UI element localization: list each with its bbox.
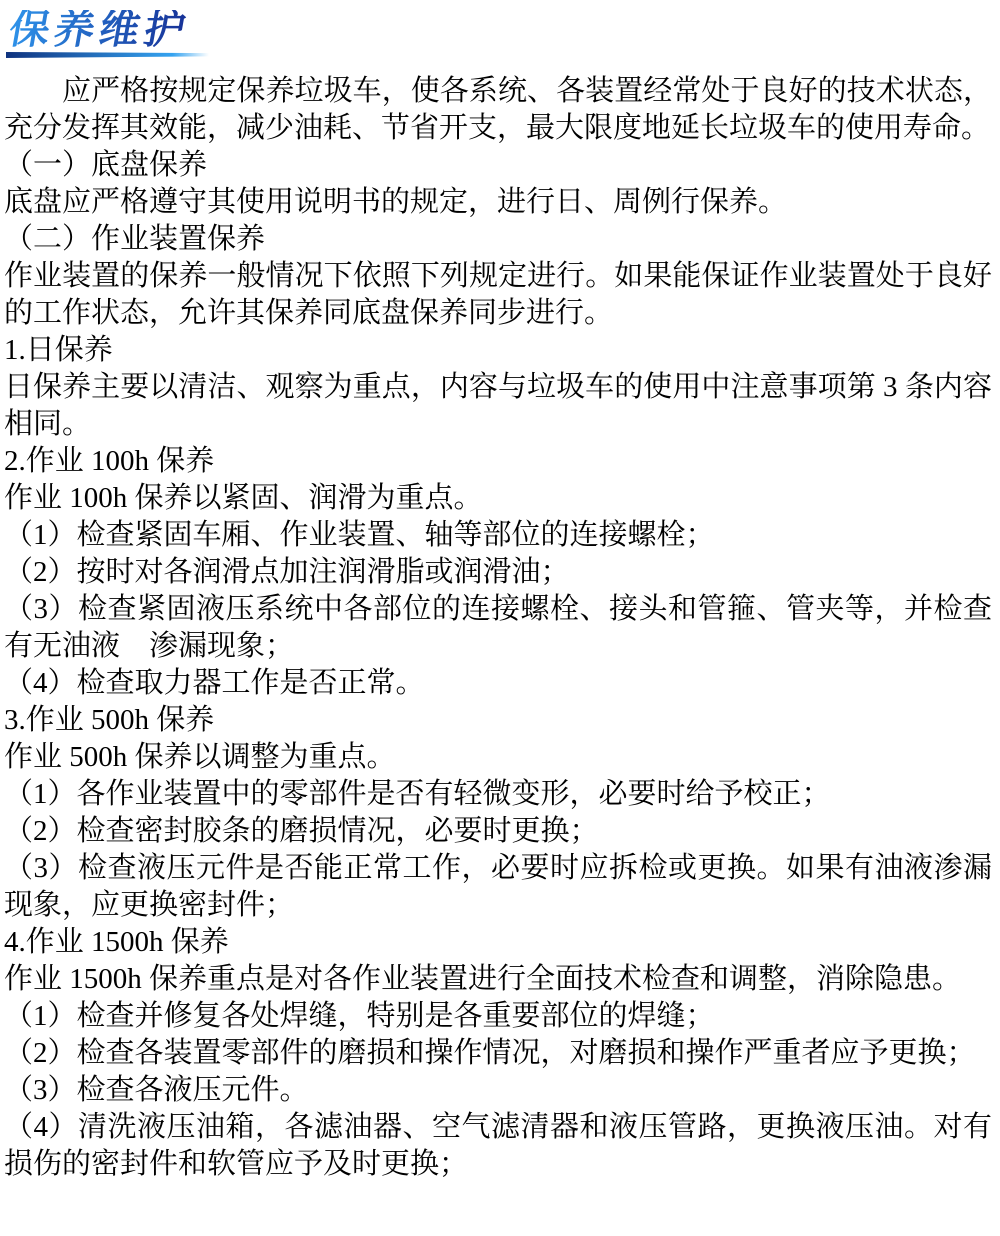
paragraph-list-item: （2）检查各装置零部件的磨损和操作情况，对磨损和操作严重者应予更换； [4,1037,976,1069]
paragraph-list-item: （1）检查紧固车厢、作业装置、轴等部位的连接螺栓； [4,519,715,551]
paragraph-list-item: （4）清洗液压油箱，各滤油器、空气滤清器和液压管路，更换液压油。对有损伤的密封件和软管应予及时更换； [4,1111,992,1180]
paragraph: 作业 1500h 保养重点是对各作业装置进行全面技术检查和调整，消除隐患。 [4,963,962,995]
paragraph-list-item: （1）各作业装置中的零部件是否有轻微变形，必要时给予校正； [4,778,831,810]
paragraph-list-item: （3）检查紧固液压系统中各部位的连接螺栓、接头和管箍、管夹等，并检查有无油液 渗漏现象； [4,593,992,662]
paragraph-list-item: （3）检查各液压元件。 [4,1074,309,1106]
paragraph-list-item: （2）按时对各润滑点加注润滑脂或润滑油； [4,556,570,588]
title-underline [6,52,209,58]
paragraph-subheading: 4.作业 1500h 保养 [4,926,229,958]
paragraph-subheading: 3.作业 500h 保养 [4,704,215,736]
page-title: 保养维护 [5,8,194,52]
paragraph-section-heading: （二）作业装置保养 [4,223,266,255]
paragraph: 底盘应严格遵守其使用说明书的规定，进行日、周例行保养。 [4,186,788,218]
paragraph-list-item: （4）检查取力器工作是否正常。 [4,667,425,699]
paragraph-section-heading: （一）底盘保养 [4,149,208,181]
paragraph: 作业装置的保养一般情况下依照下列规定进行。如果能保证作业装置处于良好的工作状态，允许其保养同底盘保养同步进行。 [4,260,992,329]
paragraph: 作业 500h 保养以调整为重点。 [4,741,396,773]
paragraph: 日保养主要以清洁、观察为重点，内容与垃圾车的使用中注意事项第 3 条内容相同。 [4,371,992,440]
paragraph-list-item: （2）检查密封胶条的磨损情况，必要时更换； [4,815,599,847]
paragraph: 作业 100h 保养以紧固、润滑为重点。 [4,482,483,514]
paragraph-subheading: 2.作业 100h 保养 [4,445,215,477]
paragraph: 应严格按规定保养垃圾车，使各系统、各装置经常处于良好的技术状态，充分发挥其效能，减少油耗、节省开支，最大限度地延长垃圾车的使用寿命。 [4,75,992,144]
paragraph-list-item: （1）检查并修复各处焊缝，特别是各重要部位的焊缝； [4,1000,715,1032]
document-body [4,73,992,1183]
header [0,0,1000,58]
paragraph-list-item: （3）检查液压元件是否能正常工作，必要时应拆检或更换。如果有油液渗漏现象，应更换密封件； [4,852,992,921]
paragraph-subheading: 1.日保养 [4,334,113,366]
